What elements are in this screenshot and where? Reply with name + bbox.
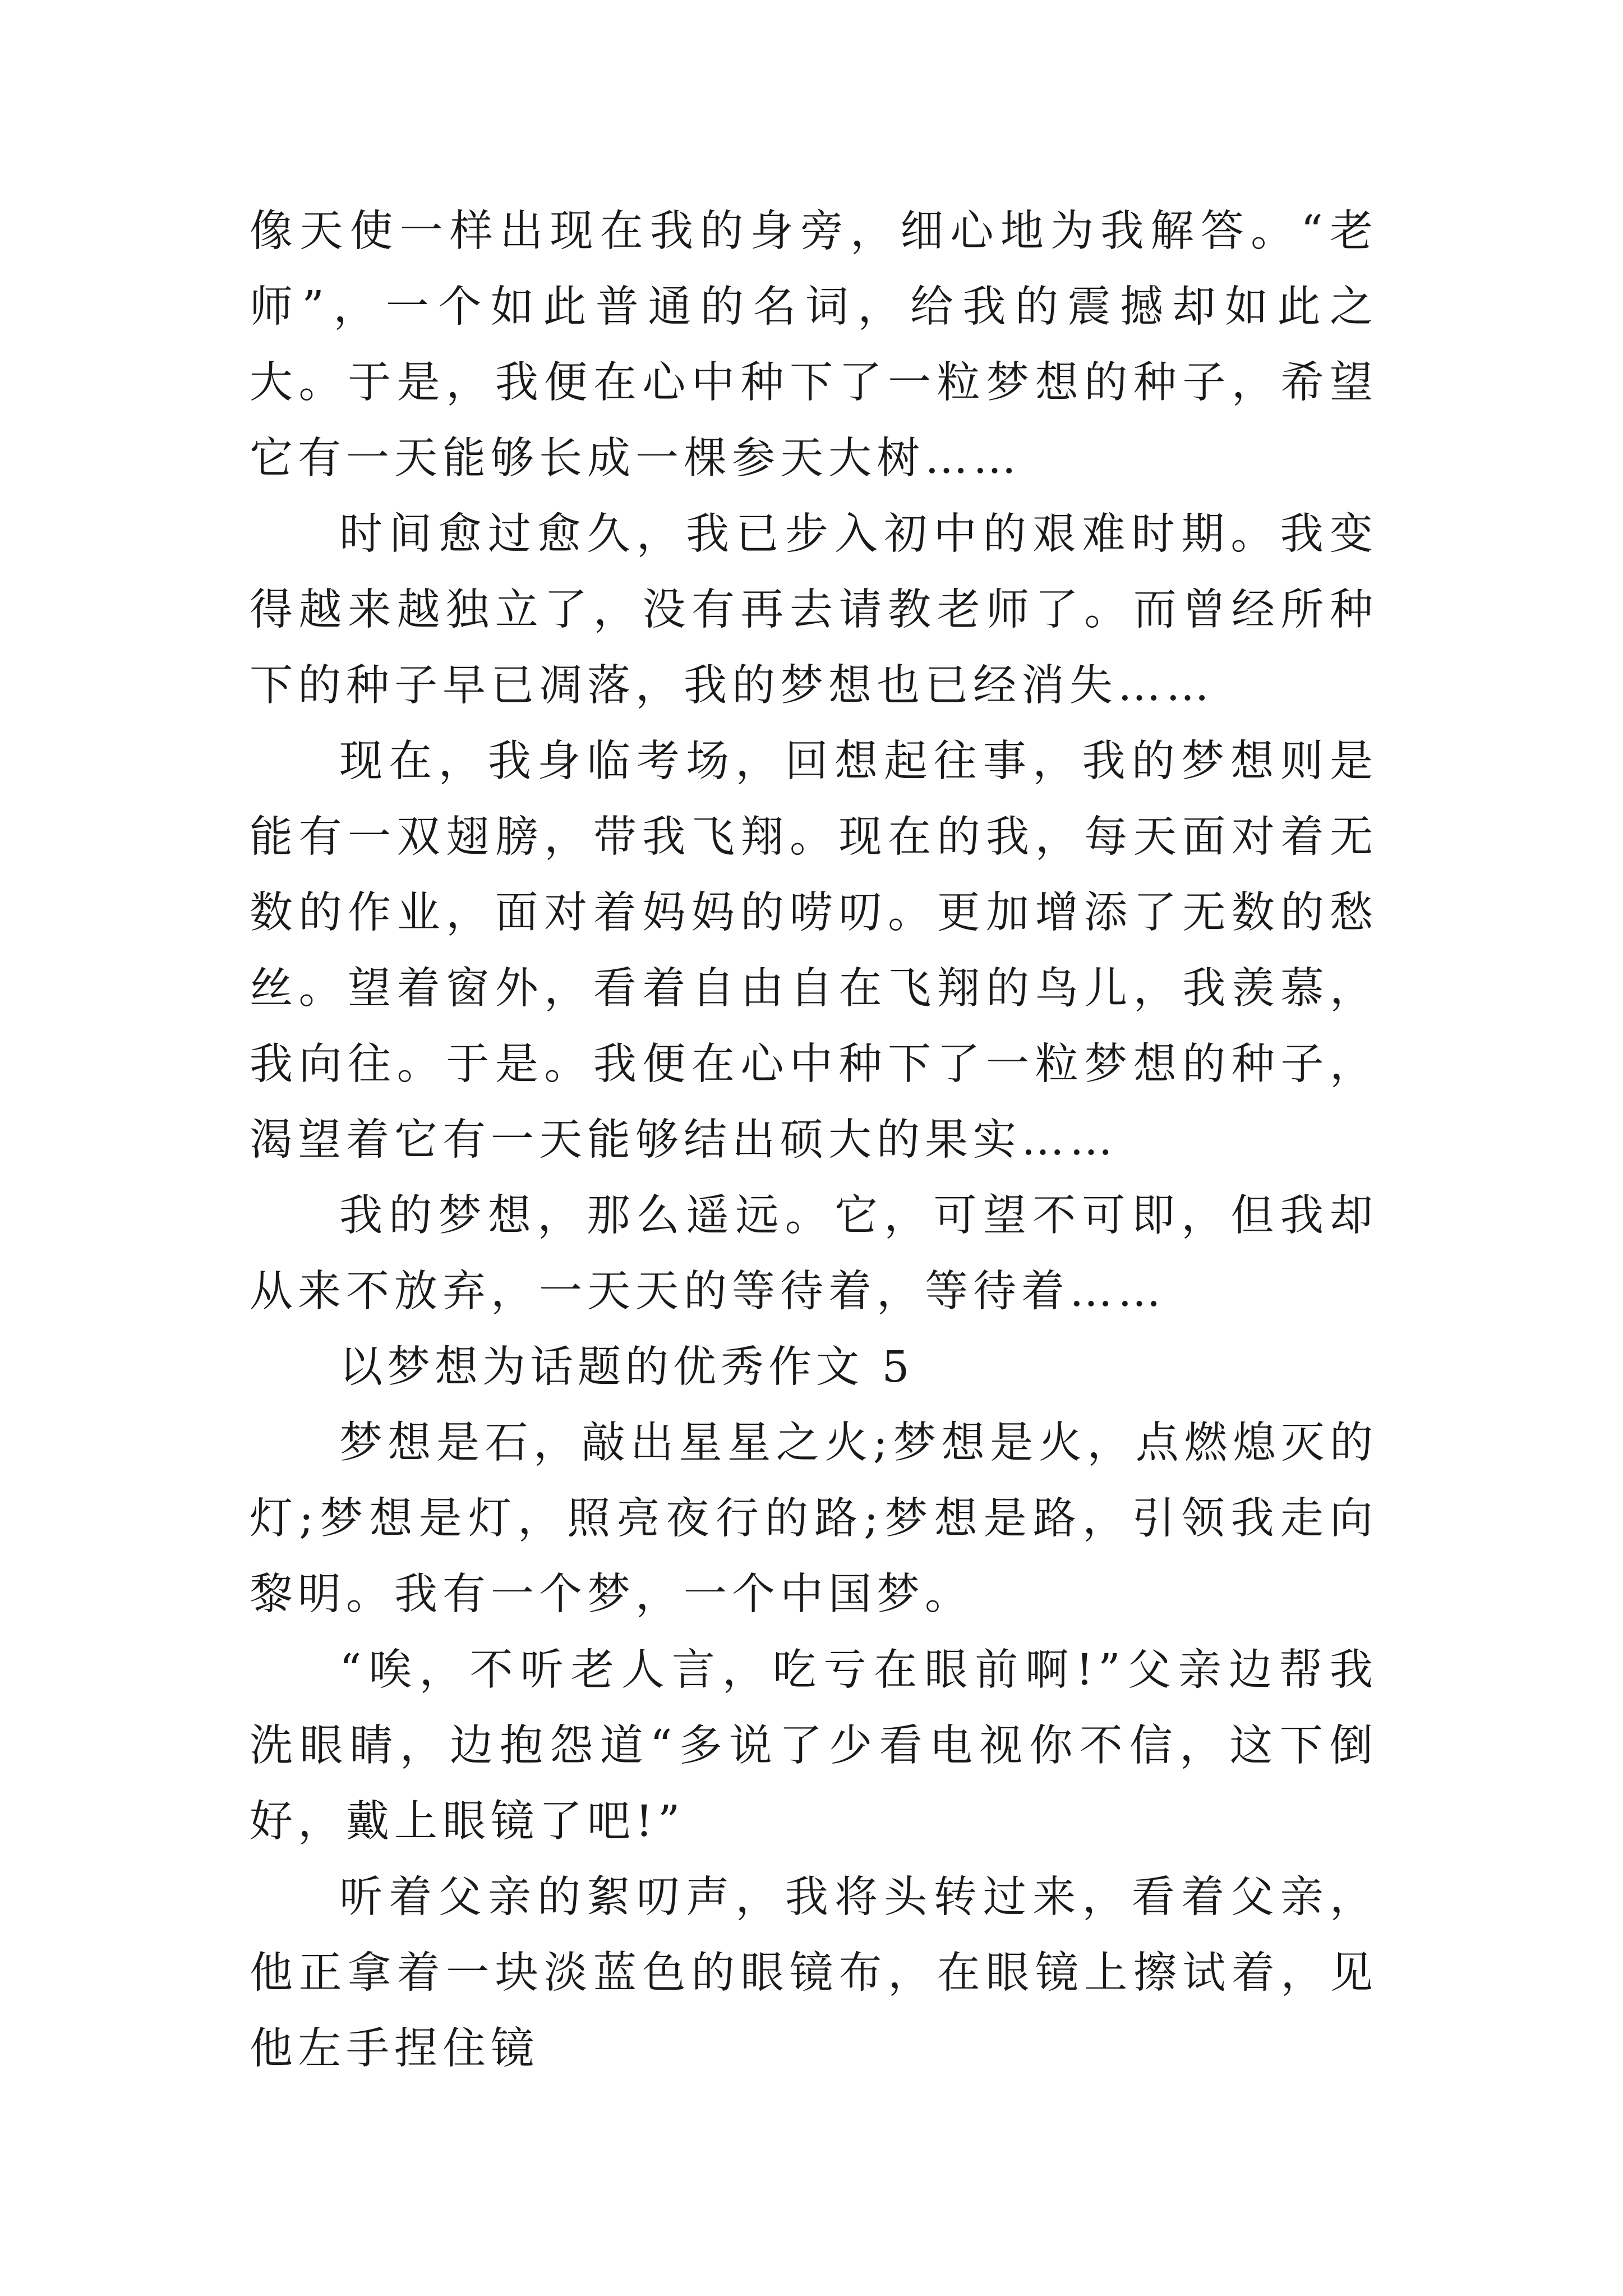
paragraph: 时间愈过愈久，我已步入初中的艰难时期。我变得越来越独立了，没有再去请教老师了。而曾经所种下的种子早已凋落，我的梦想也已经消失……: [250, 509, 1378, 711]
document-body: [250, 194, 1378, 2087]
paragraph: 梦想是石，敲出星星之火;梦想是火，点燃熄灭的灯;梦想是灯，照亮夜行的路;梦想是路，引领我走向黎明。我有一个梦，一个中国梦。: [250, 1418, 1378, 1619]
paragraph: 现在，我身临考场，回想起往事，我的梦想则是能有一双翅膀，带我飞翔。现在的我，每天面对着无数的作业，面对着妈妈的唠叨。更加增添了无数的愁丝。望着窗外，看着自由自在飞翔的鸟儿，我羡慕，我向往。于是。我便在心中种下了一粒梦想的种子，渴望着它有一天能够结出硕大的果实……: [250, 737, 1378, 1165]
essay-title: 以梦想为话题的优秀作文 5: [339, 1342, 914, 1392]
paragraph: 听着父亲的絮叨声，我将头转过来，看着父亲，他正拿着一块淡蓝色的眼镜布，在眼镜上擦试着，见他左手捏住镜: [250, 1872, 1378, 2074]
paragraph-continuation: 像天使一样出现在我的身旁，细心地为我解答。“老师”，一个如此普通的名词，给我的震撼却如此之大。于是，我便在心中种下了一粒梦想的种子，希望它有一天能够长成一棵参天大树……: [250, 206, 1378, 484]
paragraph: “唉，不听老人言，吃亏在眼前啊!”父亲边帮我洗眼睛，边抱怨道“多说了少看电视你不信，这下倒好，戴上眼镜了吧!”: [250, 1645, 1378, 1847]
paragraph: 我的梦想，那么遥远。它，可望不可即，但我却从来不放弃，一天天的等待着，等待着……: [250, 1191, 1378, 1317]
